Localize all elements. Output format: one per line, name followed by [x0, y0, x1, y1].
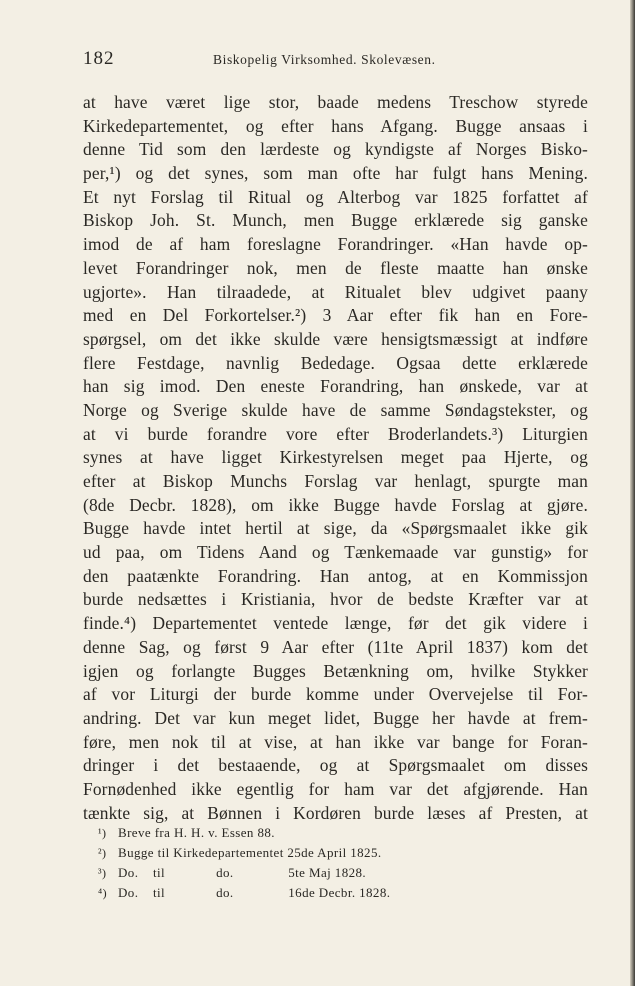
text-line: Bugge havde intet hertil at sige, da «Spørgsmaalet ikke gik [83, 518, 588, 539]
text-line: Kirkedepartementet, og efter hans Afgang. Bugge ansaas i [83, 115, 588, 136]
text-line: spørgsel, om det ikke skulde være hensigtsmæssigt at indføre [83, 328, 588, 349]
footnote-mark: ¹) [98, 826, 107, 840]
text-line: burde nedsættes i Kristiania, hvor de bedste Kræfter var at [83, 589, 588, 610]
text-line: Et nyt Forslag til Ritual og Alterbog var 1825 forfattet af [83, 186, 588, 207]
text-line: med en Del Forkortelser.²) 3 Aar efter fik han en Fore- [83, 305, 588, 326]
text-line: Fornødenhed ikke egentlig for ham var det afgjørende. Han [83, 778, 588, 799]
text-line: denne Tid som den lærdeste og kyndigste af Norges Bisko- [83, 139, 588, 160]
text-line: føre, men nok til at vise, at han ikke var bange for Foran- [83, 731, 588, 752]
text-line: af vor Liturgi der burde komme under Overvejelse til For- [83, 684, 588, 705]
footnote-text: Breve fra H. H. v. Essen 88. [118, 825, 275, 840]
text-line: igjen og forlangte Bugges Betænkning om, hvilke Stykker [83, 660, 588, 681]
footnotes [98, 823, 498, 903]
footnote-text: Do. til do. 5te Maj 1828. [118, 865, 367, 880]
text-line: andring. Det var kun meget lidet, Bugge her havde at frem- [83, 707, 588, 728]
footnote [98, 883, 498, 903]
body-text [83, 91, 588, 825]
footnote [98, 843, 498, 863]
footnote-text: Do. til do. 16de Decbr. 1828. [118, 885, 391, 900]
footnote-text: Bugge til Kirkedepartementet 25de April 1825. [118, 845, 382, 860]
footnote-mark: ⁴) [98, 886, 107, 900]
text-line: per,¹) og det synes, som man ofte har fulgt hans Mening. [83, 163, 588, 184]
text-line: flere Festdage, navnlig Bededage. Ogsaa dette erklærede [83, 352, 588, 373]
text-line: at vi burde forandre vore efter Broderlandets.³) Liturgien [83, 423, 588, 444]
page-number: 182 [83, 48, 115, 69]
footnote-mark: ²) [98, 846, 107, 860]
text-line: Norge og Sverige skulde have de samme Søndagstekster, og [83, 399, 588, 420]
text-line: dringer i det bestaaende, og at Spørgsmaalet om disses [83, 755, 588, 776]
text-line: ugjorte». Han tilraadede, at Ritualet blev udgivet paany [83, 281, 588, 302]
text-line: han sig imod. Den eneste Forandring, han ønskede, var at [83, 376, 588, 397]
text-line: denne Sag, og først 9 Aar efter (11te April 1837) kom det [83, 636, 588, 657]
text-line: efter at Biskop Munchs Forslag var henlagt, spurgte man [83, 471, 588, 491]
text-line: den paatænkte Forandring. Han antog, at en Kommissjon [83, 565, 588, 586]
text-line: at have været lige stor, baade medens Treschow styrede [83, 92, 588, 112]
page-edge-shadow [630, 0, 635, 986]
text-line: imod de af ham foreslagne Forandringer. «Han havde op- [83, 234, 588, 255]
running-head: Biskopelig Virksomhed. Skolevæsen. [213, 52, 436, 67]
text-line: ud paa, om Tidens Aand og Tænkemaade var gunstig» for [83, 542, 588, 563]
text-line: synes at have ligget Kirkestyrelsen meget paa Hjerte, og [83, 447, 588, 468]
text-line: tænkte sig, at Bønnen i Kordøren burde læses af Presten, at [83, 802, 588, 823]
text-line: levet Forandringer nok, men de fleste maatte han ønske [83, 257, 588, 278]
text-line: Biskop Joh. St. Munch, men Bugge erklærede sig ganske [83, 210, 588, 231]
page-header [83, 48, 553, 72]
footnote [98, 823, 498, 843]
footnote-mark: ³) [98, 866, 107, 880]
footnote [98, 863, 498, 883]
text-line: (8de Decbr. 1828), om ikke Bugge havde Forslag at gjøre. [83, 494, 588, 515]
text-line: finde.⁴) Departementet ventede længe, før det gik videre i [83, 613, 588, 634]
